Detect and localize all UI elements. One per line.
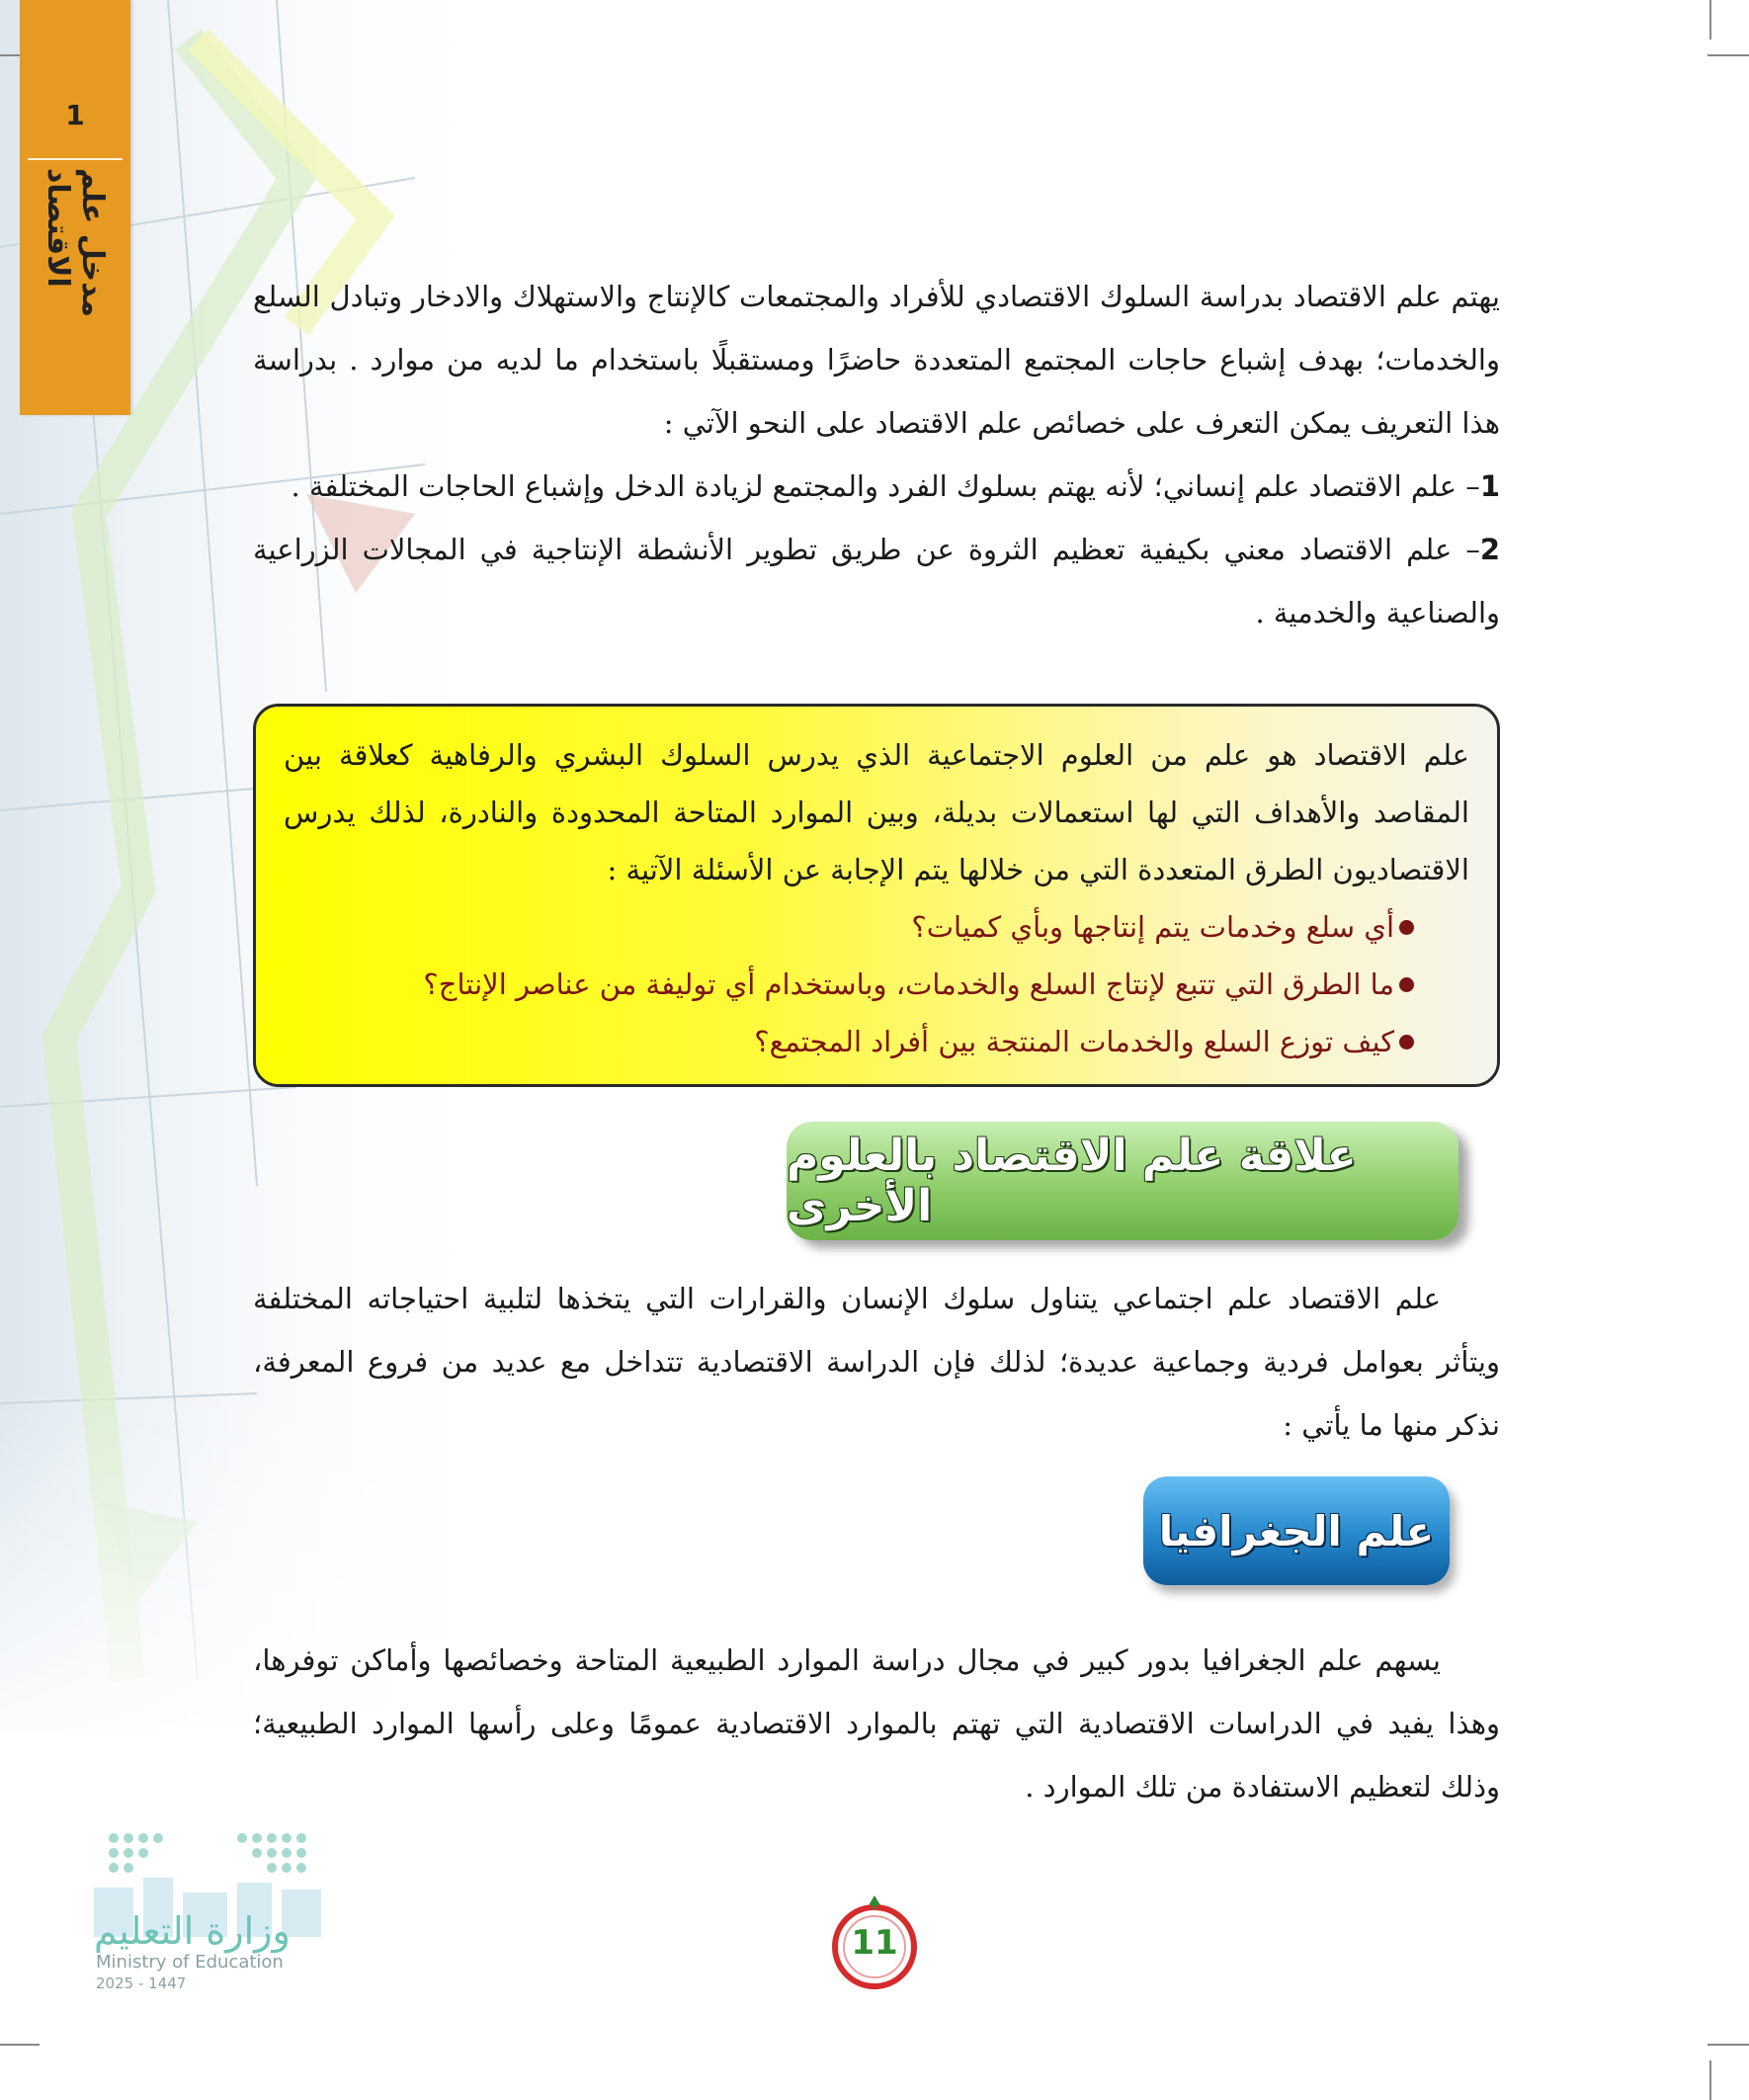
relation-paragraph: علم الاقتصاد علم اجتماعي يتناول سلوك الإنسان والقرارات التي يتخذها لتلبية احتياجاته المختلفة ويتأثر بعوامل فردية وجماعية عديدة؛ لذلك فإن الدراسة الاقتصادية تتداخل مع عديد من فروع المعرفة، نذكر منها ما يأتي : <box>253 1282 1500 1442</box>
subsection-heading: علم الجغرافيا <box>1158 1506 1435 1555</box>
definition-paragraph: علم الاقتصاد هو علم من العلوم الاجتماعية الذي يدرس السلوك البشري والرفاهية كعلاقة بين المقاصد والأهداف التي لها استعمالات بديلة، وبين الموارد المتاحة المحدودة والنادرة، لذلك يدرس الاقتصاديون الطرق المتعددة التي من خلالها يتم الإجابة عن الأسئلة الآتية : <box>284 738 1469 886</box>
relation-section <box>253 1267 1500 1457</box>
item-number: 2 <box>1479 533 1500 566</box>
question-list <box>284 898 1469 1070</box>
crop-mark <box>0 2044 40 2046</box>
definition-box <box>253 704 1500 1087</box>
list-item <box>253 455 1500 518</box>
chapter-tab <box>20 0 130 415</box>
section-heading: علاقة علم الاقتصاد بالعلوم الأخرى <box>787 1131 1357 1231</box>
geography-paragraph: يسهم علم الجغرافيا بدور كبير في مجال دراسة الموارد الطبيعية المتاحة وخصائصها وأماكن توفرها، وهذا يفيد في الدراسات الاقتصادية التي تهتم بالموارد الاقتصادية عمومًا وعلى رأسها الموارد الطبيعية؛ وذلك لتعظيم الاستفادة من تلك الموارد . <box>253 1643 1500 1804</box>
item-text: – علم الاقتصاد علم إنساني؛ لأنه يهتم بسلوك الفرد والمجتمع لزيادة الدخل وإشباع الحاجات المختلفة . <box>291 469 1480 503</box>
item-number: 1 <box>1479 469 1500 503</box>
crop-mark <box>1709 0 1711 40</box>
list-item <box>253 518 1500 644</box>
ministry-year: 2025 - 1447 <box>96 1974 187 1992</box>
list-item <box>284 898 1469 956</box>
chapter-divider <box>28 158 123 160</box>
bullet-icon <box>1399 920 1414 935</box>
bullet-icon <box>1399 1035 1414 1050</box>
question-text: أي سلع وخدمات يتم إنتاجها وبأي كميات؟ <box>911 910 1394 944</box>
subsection-heading-banner <box>1143 1476 1450 1585</box>
bullet-icon <box>1399 977 1414 992</box>
page-number-badge <box>825 1895 924 1994</box>
ministry-name-en: Ministry of Education <box>96 1952 284 1973</box>
page-number: 11 <box>851 1923 898 1963</box>
ministry-name-ar: وزارة التعليم <box>94 1909 291 1953</box>
section-heading-banner <box>787 1122 1458 1240</box>
crop-mark <box>1707 54 1749 56</box>
item-text: – علم الاقتصاد معني بكيفية تعظيم الثروة عن طريق تطوير الأنشطة الإنتاجية في المجالات الزراعية والصناعية والخدمية . <box>253 533 1500 630</box>
geography-section <box>253 1629 1500 1818</box>
list-item <box>284 1013 1469 1070</box>
list-item <box>284 956 1469 1013</box>
intro-section <box>253 265 1500 644</box>
intro-paragraph: يهتم علم الاقتصاد بدراسة السلوك الاقتصادي للأفراد والمجتمعات كالإنتاج والاستهلاك والادخار وتبادل السلع والخدمات؛ بهدف إشباع حاجات المجتمع المتعددة حاضرًا ومستقبلًا باستخدام ما لديه من موارد . بدراسة هذا التعريف يمكن التعرف على خصائص علم الاقتصاد على النحو الآتي : <box>253 280 1500 440</box>
crop-mark <box>1707 2044 1749 2046</box>
chapter-title: مدخل علم الاقتصاد <box>41 168 110 318</box>
chapter-number: 1 <box>65 99 85 131</box>
question-text: كيف توزع السلع والخدمات المنتجة بين أفراد المجتمع؟ <box>754 1025 1394 1058</box>
question-text: ما الطرق التي تتبع لإنتاج السلع والخدمات، وباستخدام أي توليفة من عناصر الإنتاج؟ <box>423 967 1394 1001</box>
crop-mark <box>1709 2060 1711 2100</box>
